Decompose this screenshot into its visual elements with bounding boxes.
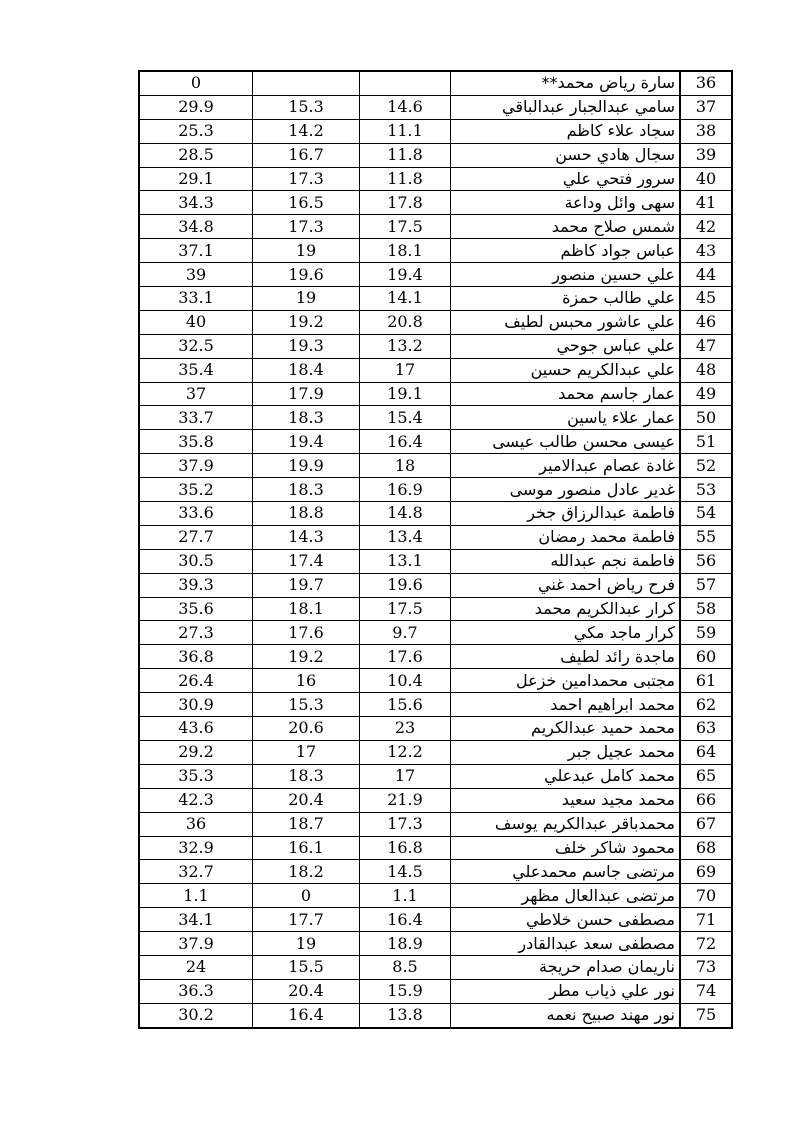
score-b-cell: 19.6 xyxy=(253,263,360,287)
table-row xyxy=(139,860,732,884)
score-a-cell: 17 xyxy=(360,764,451,788)
total-cell: 27.7 xyxy=(139,525,253,549)
total-cell: 30.9 xyxy=(139,693,253,717)
row-number-cell: 42 xyxy=(680,215,732,239)
table-row xyxy=(139,478,732,502)
row-number-cell: 40 xyxy=(680,167,732,191)
table-row xyxy=(139,454,732,478)
student-name-cell: فرح رياض احمد غني xyxy=(451,573,681,597)
score-a-cell: 1.1 xyxy=(360,884,451,908)
table-row xyxy=(139,263,732,287)
total-cell: 33.6 xyxy=(139,502,253,526)
row-number-cell: 48 xyxy=(680,358,732,382)
table-row xyxy=(139,884,732,908)
student-name-cell: سهى وائل وداعة xyxy=(451,191,681,215)
total-cell: 34.1 xyxy=(139,908,253,932)
score-b-cell: 19.9 xyxy=(253,454,360,478)
table-row xyxy=(139,717,732,741)
score-a-cell: 21.9 xyxy=(360,788,451,812)
student-name-cell: نور علي ذياب مطر xyxy=(451,979,681,1003)
student-name-cell: مرتضى جاسم محمدعلي xyxy=(451,860,681,884)
total-cell: 39.3 xyxy=(139,573,253,597)
row-number-cell: 74 xyxy=(680,979,732,1003)
row-number-cell: 43 xyxy=(680,239,732,263)
table-row xyxy=(139,788,732,812)
row-number-cell: 67 xyxy=(680,812,732,836)
score-a-cell: 8.5 xyxy=(360,955,451,979)
total-cell: 29.9 xyxy=(139,95,253,119)
grades-table xyxy=(138,70,733,1029)
score-b-cell: 19.2 xyxy=(253,310,360,334)
total-cell: 30.2 xyxy=(139,1003,253,1027)
student-name-cell: محمد كامل عبدعلي xyxy=(451,764,681,788)
student-name-cell: مجتبى محمدامين خزعل xyxy=(451,669,681,693)
row-number-cell: 50 xyxy=(680,406,732,430)
score-a-cell: 15.6 xyxy=(360,693,451,717)
total-cell: 39 xyxy=(139,263,253,287)
score-a-cell: 10.4 xyxy=(360,669,451,693)
row-number-cell: 70 xyxy=(680,884,732,908)
row-number-cell: 65 xyxy=(680,764,732,788)
student-name-cell: محمد عجيل جبر xyxy=(451,740,681,764)
score-b-cell: 19.2 xyxy=(253,645,360,669)
table-row xyxy=(139,908,732,932)
score-a-cell: 13.2 xyxy=(360,334,451,358)
score-b-cell: 14.3 xyxy=(253,525,360,549)
total-cell: 35.4 xyxy=(139,358,253,382)
table-row xyxy=(139,71,732,95)
table-row xyxy=(139,669,732,693)
total-cell: 28.5 xyxy=(139,143,253,167)
student-name-cell: محمدباقر عبدالكريم يوسف xyxy=(451,812,681,836)
total-cell: 34.3 xyxy=(139,191,253,215)
score-a-cell: 9.7 xyxy=(360,621,451,645)
table-row xyxy=(139,764,732,788)
score-b-cell xyxy=(253,71,360,95)
student-name-cell: علي عباس جوحي xyxy=(451,334,681,358)
row-number-cell: 59 xyxy=(680,621,732,645)
student-name-cell: غادة عصام عبدالامير xyxy=(451,454,681,478)
score-b-cell: 19.4 xyxy=(253,430,360,454)
row-number-cell: 55 xyxy=(680,525,732,549)
score-a-cell: 19.1 xyxy=(360,382,451,406)
score-a-cell: 14.5 xyxy=(360,860,451,884)
student-name-cell: علي عاشور محبس لطيف xyxy=(451,310,681,334)
score-a-cell: 16.4 xyxy=(360,430,451,454)
student-name-cell: مصطفى سعد عبدالقادر xyxy=(451,932,681,956)
total-cell: 36.8 xyxy=(139,645,253,669)
table-row xyxy=(139,1003,732,1027)
table-row xyxy=(139,812,732,836)
table-row xyxy=(139,287,732,311)
student-name-cell: مصطفى حسن خلاطي xyxy=(451,908,681,932)
table-row xyxy=(139,621,732,645)
score-b-cell: 17.9 xyxy=(253,382,360,406)
row-number-cell: 68 xyxy=(680,836,732,860)
table-row xyxy=(139,836,732,860)
score-b-cell: 20.4 xyxy=(253,979,360,1003)
score-a-cell: 18.9 xyxy=(360,932,451,956)
score-a-cell: 15.9 xyxy=(360,979,451,1003)
score-a-cell: 12.2 xyxy=(360,740,451,764)
table-row xyxy=(139,597,732,621)
table-row xyxy=(139,693,732,717)
score-b-cell: 16.5 xyxy=(253,191,360,215)
score-a-cell: 17.6 xyxy=(360,645,451,669)
student-name-cell: سرور فتحي علي xyxy=(451,167,681,191)
table-row xyxy=(139,382,732,406)
score-a-cell: 16.8 xyxy=(360,836,451,860)
table-row xyxy=(139,932,732,956)
student-name-cell: علي عبدالكريم حسين xyxy=(451,358,681,382)
total-cell: 37.9 xyxy=(139,454,253,478)
score-b-cell: 0 xyxy=(253,884,360,908)
table-row xyxy=(139,239,732,263)
score-b-cell: 17.3 xyxy=(253,215,360,239)
student-name-cell: سجال هادي حسن xyxy=(451,143,681,167)
total-cell: 24 xyxy=(139,955,253,979)
student-name-cell: غدير عادل منصور موسى xyxy=(451,478,681,502)
total-cell: 33.7 xyxy=(139,406,253,430)
score-a-cell: 16.4 xyxy=(360,908,451,932)
score-b-cell: 19.7 xyxy=(253,573,360,597)
score-b-cell: 18.8 xyxy=(253,502,360,526)
total-cell: 32.7 xyxy=(139,860,253,884)
total-cell: 43.6 xyxy=(139,717,253,741)
student-name-cell: عيسى محسن طالب عيسى xyxy=(451,430,681,454)
score-b-cell: 15.3 xyxy=(253,95,360,119)
student-name-cell: ناريمان صدام حريجة xyxy=(451,955,681,979)
table-row xyxy=(139,334,732,358)
row-number-cell: 46 xyxy=(680,310,732,334)
row-number-cell: 53 xyxy=(680,478,732,502)
table-row xyxy=(139,215,732,239)
total-cell: 36 xyxy=(139,812,253,836)
score-a-cell: 17.3 xyxy=(360,812,451,836)
score-b-cell: 19 xyxy=(253,932,360,956)
score-b-cell: 19.3 xyxy=(253,334,360,358)
total-cell: 1.1 xyxy=(139,884,253,908)
score-a-cell: 17.8 xyxy=(360,191,451,215)
row-number-cell: 41 xyxy=(680,191,732,215)
score-a-cell: 17.5 xyxy=(360,215,451,239)
student-name-cell: ماجدة رائد لطيف xyxy=(451,645,681,669)
score-a-cell: 14.6 xyxy=(360,95,451,119)
score-a-cell: 17.5 xyxy=(360,597,451,621)
score-b-cell: 16.7 xyxy=(253,143,360,167)
score-b-cell: 18.4 xyxy=(253,358,360,382)
table-row xyxy=(139,167,732,191)
table-row xyxy=(139,525,732,549)
score-a-cell: 19.4 xyxy=(360,263,451,287)
score-b-cell: 14.2 xyxy=(253,119,360,143)
student-name-cell: علي طالب حمزة xyxy=(451,287,681,311)
total-cell: 29.2 xyxy=(139,740,253,764)
total-cell: 0 xyxy=(139,71,253,95)
student-name-cell: كرار عبدالكريم محمد xyxy=(451,597,681,621)
row-number-cell: 44 xyxy=(680,263,732,287)
score-a-cell: 23 xyxy=(360,717,451,741)
score-b-cell: 16.4 xyxy=(253,1003,360,1027)
score-a-cell: 19.6 xyxy=(360,573,451,597)
grades-table-body xyxy=(139,71,732,1028)
row-number-cell: 73 xyxy=(680,955,732,979)
row-number-cell: 62 xyxy=(680,693,732,717)
score-b-cell: 15.3 xyxy=(253,693,360,717)
total-cell: 32.5 xyxy=(139,334,253,358)
score-a-cell: 11.8 xyxy=(360,143,451,167)
score-a-cell: 15.4 xyxy=(360,406,451,430)
total-cell: 37.1 xyxy=(139,239,253,263)
student-name-cell: علي حسين منصور xyxy=(451,263,681,287)
score-b-cell: 16.1 xyxy=(253,836,360,860)
total-cell: 33.1 xyxy=(139,287,253,311)
row-number-cell: 47 xyxy=(680,334,732,358)
score-a-cell: 13.8 xyxy=(360,1003,451,1027)
table-row xyxy=(139,430,732,454)
grades-sheet xyxy=(138,70,728,1029)
student-name-cell: فاطمة محمد رمضان xyxy=(451,525,681,549)
student-name-cell: مرتضى عبدالعال مظهر xyxy=(451,884,681,908)
score-a-cell xyxy=(360,71,451,95)
score-b-cell: 19 xyxy=(253,239,360,263)
total-cell: 32.9 xyxy=(139,836,253,860)
total-cell: 27.3 xyxy=(139,621,253,645)
total-cell: 25.3 xyxy=(139,119,253,143)
total-cell: 37 xyxy=(139,382,253,406)
score-b-cell: 20.6 xyxy=(253,717,360,741)
score-a-cell: 14.1 xyxy=(360,287,451,311)
total-cell: 40 xyxy=(139,310,253,334)
score-a-cell: 16.9 xyxy=(360,478,451,502)
score-b-cell: 20.4 xyxy=(253,788,360,812)
table-row xyxy=(139,573,732,597)
row-number-cell: 49 xyxy=(680,382,732,406)
table-row xyxy=(139,645,732,669)
row-number-cell: 64 xyxy=(680,740,732,764)
row-number-cell: 57 xyxy=(680,573,732,597)
student-name-cell: كرار ماجد مكي xyxy=(451,621,681,645)
student-name-cell: فاطمة نجم عبدالله xyxy=(451,549,681,573)
table-row xyxy=(139,549,732,573)
row-number-cell: 36 xyxy=(680,71,732,95)
table-row xyxy=(139,740,732,764)
score-a-cell: 18.1 xyxy=(360,239,451,263)
score-b-cell: 18.2 xyxy=(253,860,360,884)
score-b-cell: 18.3 xyxy=(253,764,360,788)
row-number-cell: 66 xyxy=(680,788,732,812)
score-a-cell: 13.1 xyxy=(360,549,451,573)
row-number-cell: 39 xyxy=(680,143,732,167)
total-cell: 35.2 xyxy=(139,478,253,502)
total-cell: 34.8 xyxy=(139,215,253,239)
student-name-cell: نور مهند صبيح نعمه xyxy=(451,1003,681,1027)
student-name-cell: محمود شاكر خلف xyxy=(451,836,681,860)
total-cell: 42.3 xyxy=(139,788,253,812)
student-name-cell: فاطمة عبدالرزاق جخر xyxy=(451,502,681,526)
score-b-cell: 18.1 xyxy=(253,597,360,621)
table-row xyxy=(139,119,732,143)
student-name-cell: عمار جاسم محمد xyxy=(451,382,681,406)
total-cell: 29.1 xyxy=(139,167,253,191)
row-number-cell: 38 xyxy=(680,119,732,143)
score-b-cell: 18.3 xyxy=(253,478,360,502)
student-name-cell: سجاد علاء كاظم xyxy=(451,119,681,143)
row-number-cell: 63 xyxy=(680,717,732,741)
student-name-cell: محمد ابراهيم احمد xyxy=(451,693,681,717)
table-row xyxy=(139,502,732,526)
score-a-cell: 18 xyxy=(360,454,451,478)
student-name-cell: سامي عبدالجبار عبدالباقي xyxy=(451,95,681,119)
score-b-cell: 19 xyxy=(253,287,360,311)
score-b-cell: 15.5 xyxy=(253,955,360,979)
total-cell: 35.8 xyxy=(139,430,253,454)
score-b-cell: 18.3 xyxy=(253,406,360,430)
row-number-cell: 58 xyxy=(680,597,732,621)
total-cell: 35.6 xyxy=(139,597,253,621)
row-number-cell: 60 xyxy=(680,645,732,669)
row-number-cell: 61 xyxy=(680,669,732,693)
row-number-cell: 45 xyxy=(680,287,732,311)
score-b-cell: 17.6 xyxy=(253,621,360,645)
row-number-cell: 54 xyxy=(680,502,732,526)
row-number-cell: 75 xyxy=(680,1003,732,1027)
total-cell: 30.5 xyxy=(139,549,253,573)
row-number-cell: 69 xyxy=(680,860,732,884)
table-row xyxy=(139,955,732,979)
score-b-cell: 17.7 xyxy=(253,908,360,932)
table-row xyxy=(139,406,732,430)
total-cell: 26.4 xyxy=(139,669,253,693)
student-name-cell: عمار علاء ياسين xyxy=(451,406,681,430)
score-b-cell: 17.3 xyxy=(253,167,360,191)
score-a-cell: 14.8 xyxy=(360,502,451,526)
score-a-cell: 11.1 xyxy=(360,119,451,143)
score-b-cell: 17.4 xyxy=(253,549,360,573)
score-b-cell: 16 xyxy=(253,669,360,693)
score-a-cell: 11.8 xyxy=(360,167,451,191)
row-number-cell: 51 xyxy=(680,430,732,454)
student-name-cell: محمد حميد عبدالكريم xyxy=(451,717,681,741)
table-row xyxy=(139,358,732,382)
score-b-cell: 17 xyxy=(253,740,360,764)
total-cell: 37.9 xyxy=(139,932,253,956)
total-cell: 35.3 xyxy=(139,764,253,788)
row-number-cell: 71 xyxy=(680,908,732,932)
table-row xyxy=(139,143,732,167)
row-number-cell: 72 xyxy=(680,932,732,956)
score-a-cell: 13.4 xyxy=(360,525,451,549)
student-name-cell: شمس صلاح محمد xyxy=(451,215,681,239)
student-name-cell: سارة رياض محمد** xyxy=(451,71,681,95)
total-cell: 36.3 xyxy=(139,979,253,1003)
table-row xyxy=(139,310,732,334)
student-name-cell: محمد مجيد سعيد xyxy=(451,788,681,812)
row-number-cell: 52 xyxy=(680,454,732,478)
row-number-cell: 56 xyxy=(680,549,732,573)
score-a-cell: 17 xyxy=(360,358,451,382)
student-name-cell: عباس جواد كاظم xyxy=(451,239,681,263)
score-a-cell: 20.8 xyxy=(360,310,451,334)
table-row xyxy=(139,95,732,119)
score-b-cell: 18.7 xyxy=(253,812,360,836)
row-number-cell: 37 xyxy=(680,95,732,119)
table-row xyxy=(139,191,732,215)
table-row xyxy=(139,979,732,1003)
